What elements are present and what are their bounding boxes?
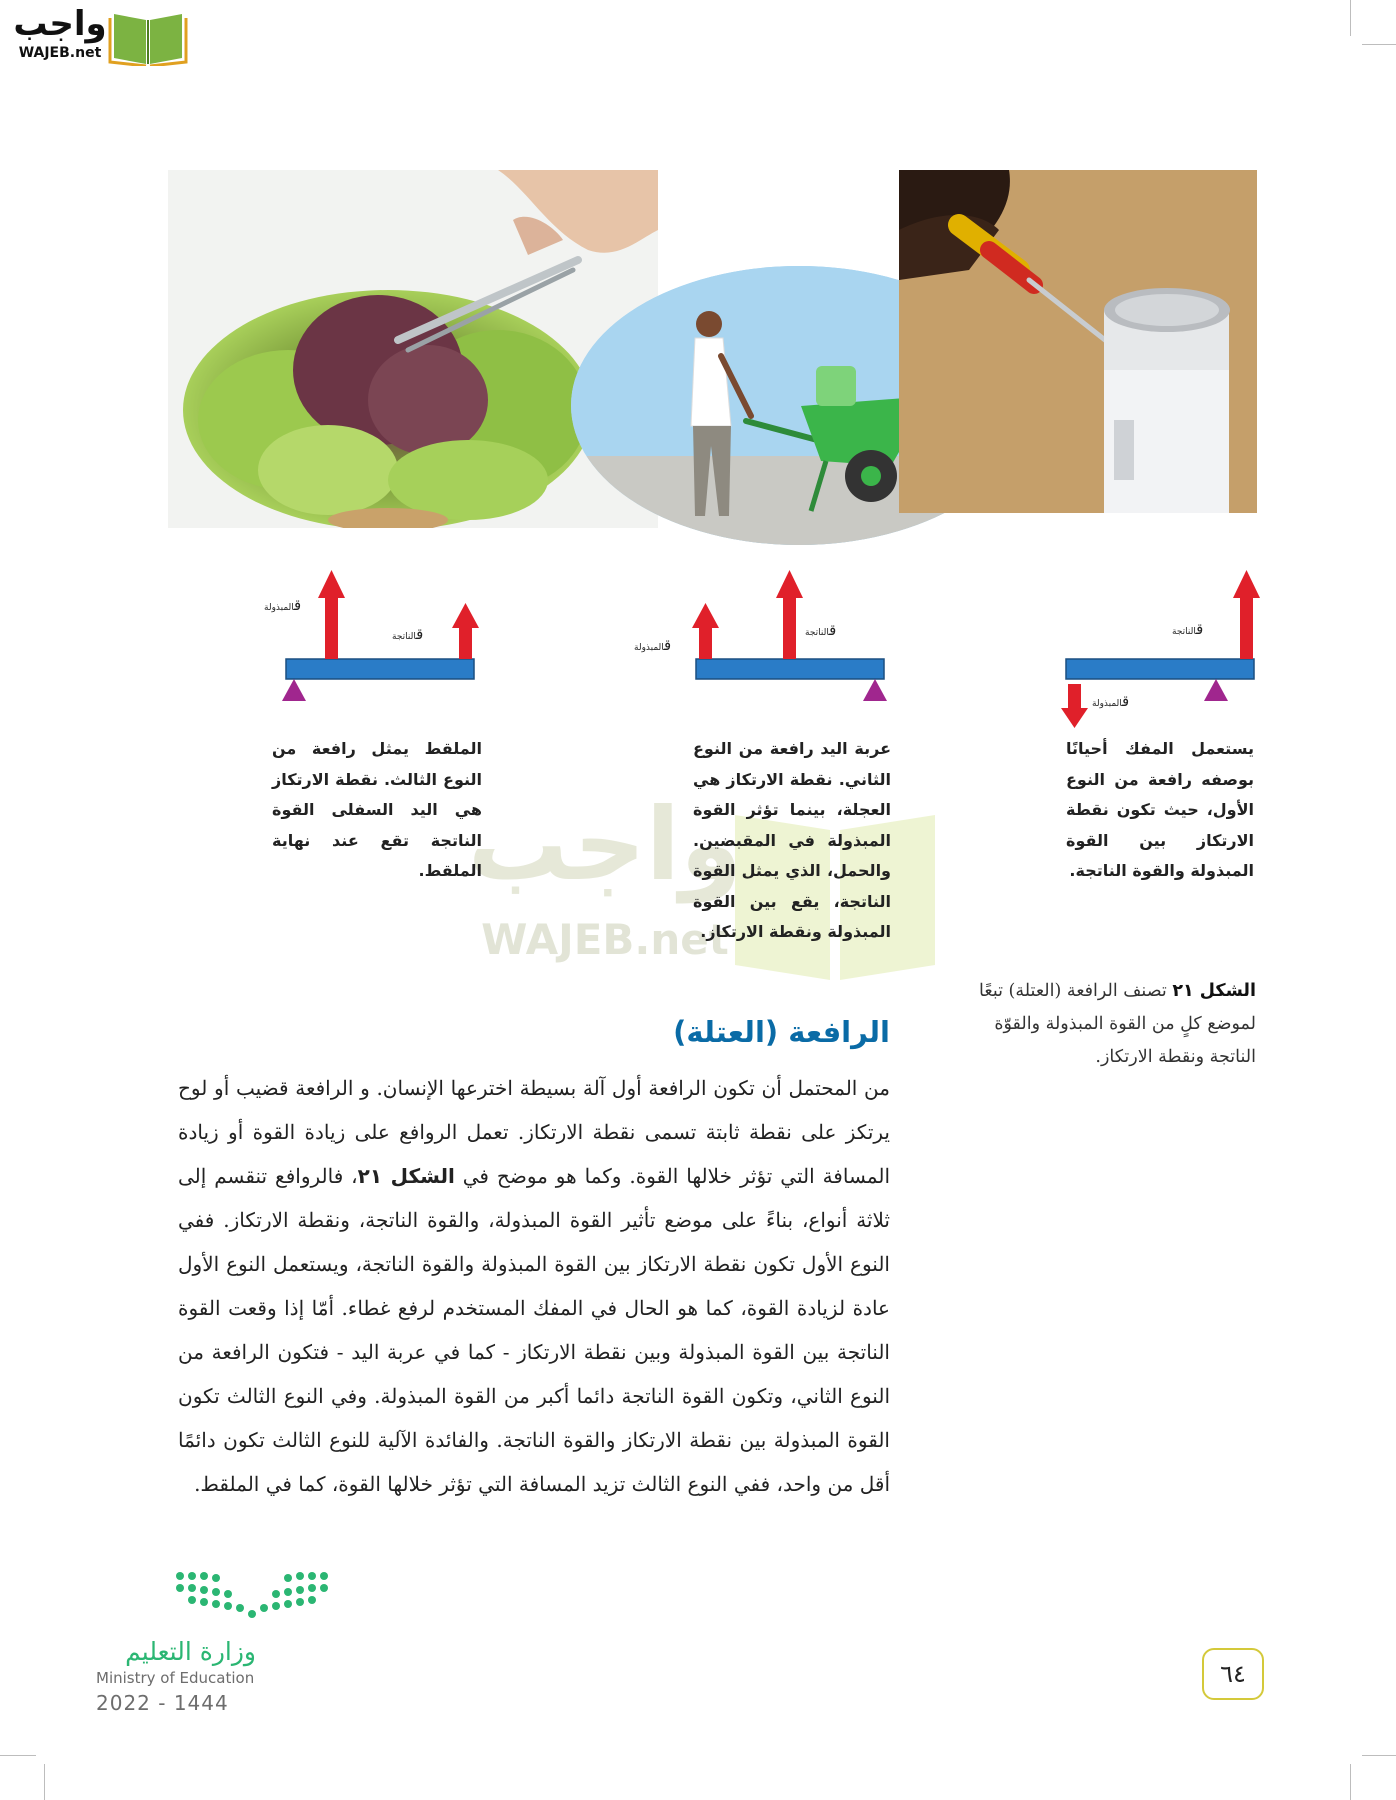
load-arrow: [452, 603, 479, 659]
effort-label: قالمبذولة: [634, 636, 672, 654]
tongs-salad-photo: [168, 170, 658, 528]
second-class-caption: عربة اليد رافعة من النوع الثاني. نقطة الارتكاز هي العجلة، بينما تؤثر القوة المبذولة في المقبضين. والحمل، الذي يمثل القوة الناتجة، يقع بين القوة المبذولة ونقطة الارتكاز.: [693, 739, 891, 941]
first-class-caption: يستعمل المفك أحيانًا بوصفه رافعة من النوع الأول، حيث تكون نقطة الارتكاز بين القوة المبذولة والقوة الناتجة.: [1066, 739, 1254, 880]
fulcrum-triangle: [1204, 679, 1228, 701]
crop-mark: [0, 1755, 36, 1756]
crop-mark: [1350, 0, 1351, 36]
section-heading: الرافعة (العتلة): [673, 1015, 890, 1049]
paragraph-part-2: ، فالروافع تنقسم إلى ثلاثة أنواع، بناءً على موضع تأثير القوة المبذولة، والقوة الناتجة، ونقطة الارتكاز. ففي النوع الأول تكون نقطة الارتكاز بين القوة المبذولة والقوة الناتجة، ويستعمل النوع الأول عادة لزيادة القوة، كما هو الحال في المفك المستخدم لرفع غطاء. أمّا إذا وقعت القوة الناتجة بين القوة المبذولة وبين نقطة الارتكاز - كما في عربة اليد - فتكون الرافعة من النوع الثاني، وتكون القوة الناتجة دائما أكبر من القوة المبذولة. وفي النوع الثالث تكون القوة المبذولة بين نقطة الارتكاز والقوة الناتجة. والفائدة الآلية للنوع الثالث تكون دائمًا أقل من واحد، ففي النوع الثالث تزيد المسافة التي تؤثر خلالها القوة، كما في الملقط.: [178, 1164, 890, 1496]
third-class-lever-diagram: [270, 560, 490, 710]
effort-arrow: [1061, 684, 1088, 728]
ministry-name-arabic: وزارة التعليم: [125, 1637, 256, 1666]
first-class-lever-diagram: [1052, 560, 1272, 735]
effort-label: قالمبذولة: [264, 596, 302, 614]
logo-latin-text: WAJEB.net: [18, 45, 102, 61]
lever-beam: [696, 659, 884, 679]
effort-arrow: [692, 603, 719, 659]
fulcrum-triangle: [863, 679, 887, 701]
load-label: قالناتجة: [805, 621, 837, 639]
logo-arabic-text: واجب: [13, 4, 107, 44]
fulcrum-triangle: [282, 679, 306, 701]
load-label: قالناتجة: [1172, 620, 1204, 638]
figure-21-label: الشكل ٢١: [1172, 981, 1256, 1001]
lever-paragraph: [178, 1066, 890, 1506]
site-logo[interactable]: [10, 4, 190, 66]
crop-mark: [1362, 44, 1396, 45]
crop-mark: [1350, 1764, 1351, 1800]
ministry-logo-icon: [172, 1568, 332, 1624]
load-arrow: [1233, 570, 1260, 659]
effort-arrow: [318, 570, 345, 659]
ministry-name-english: Ministry of Education: [96, 1669, 255, 1687]
second-class-lever-diagram: [682, 560, 902, 710]
third-class-caption: الملقط يمثل رافعة من النوع الثالث. نقطة الارتكاز هي اليد السفلى القوة الناتجة تقع عند نهاية الملقط.: [272, 739, 482, 880]
crop-mark: [1362, 1755, 1396, 1756]
screwdriver-can-photo: [899, 170, 1257, 513]
paragraph-part-1: من المحتمل أن تكون الرافعة أول آلة بسيطة اخترعها الإنسان. و الرافعة قضيب أو لوح يرتكز على نقطة ثابتة تسمى نقطة الارتكاز. تعمل الروافع على زيادة القوة أو زيادة المسافة التي تؤثر خلالها القوة. وكما هو موضح في: [178, 1076, 891, 1188]
watermark-arabic: واجب: [467, 786, 743, 903]
figure-21-text: تصنف الرافعة (العتلة) تبعًا لموضع كلٍ من القوة المبذولة والقوّة الناتجة ونقطة الارتكاز.: [979, 981, 1256, 1067]
figure-21-reference[interactable]: الشكل ٢١: [357, 1164, 455, 1188]
load-label: قالناتجة: [392, 625, 424, 643]
lever-beam: [1066, 659, 1254, 679]
figure-21-caption: [944, 975, 1256, 1074]
crop-mark: [44, 1764, 45, 1800]
effort-label: قالمبذولة: [1092, 692, 1130, 710]
lever-beam: [286, 659, 474, 679]
page-number: ٦٤: [1202, 1648, 1264, 1700]
watermark-latin: WAJEB.net: [481, 915, 729, 964]
book-logo-icon: [108, 4, 188, 66]
load-arrow: [776, 570, 803, 659]
edition-year: 2022 - 1444: [96, 1691, 229, 1715]
